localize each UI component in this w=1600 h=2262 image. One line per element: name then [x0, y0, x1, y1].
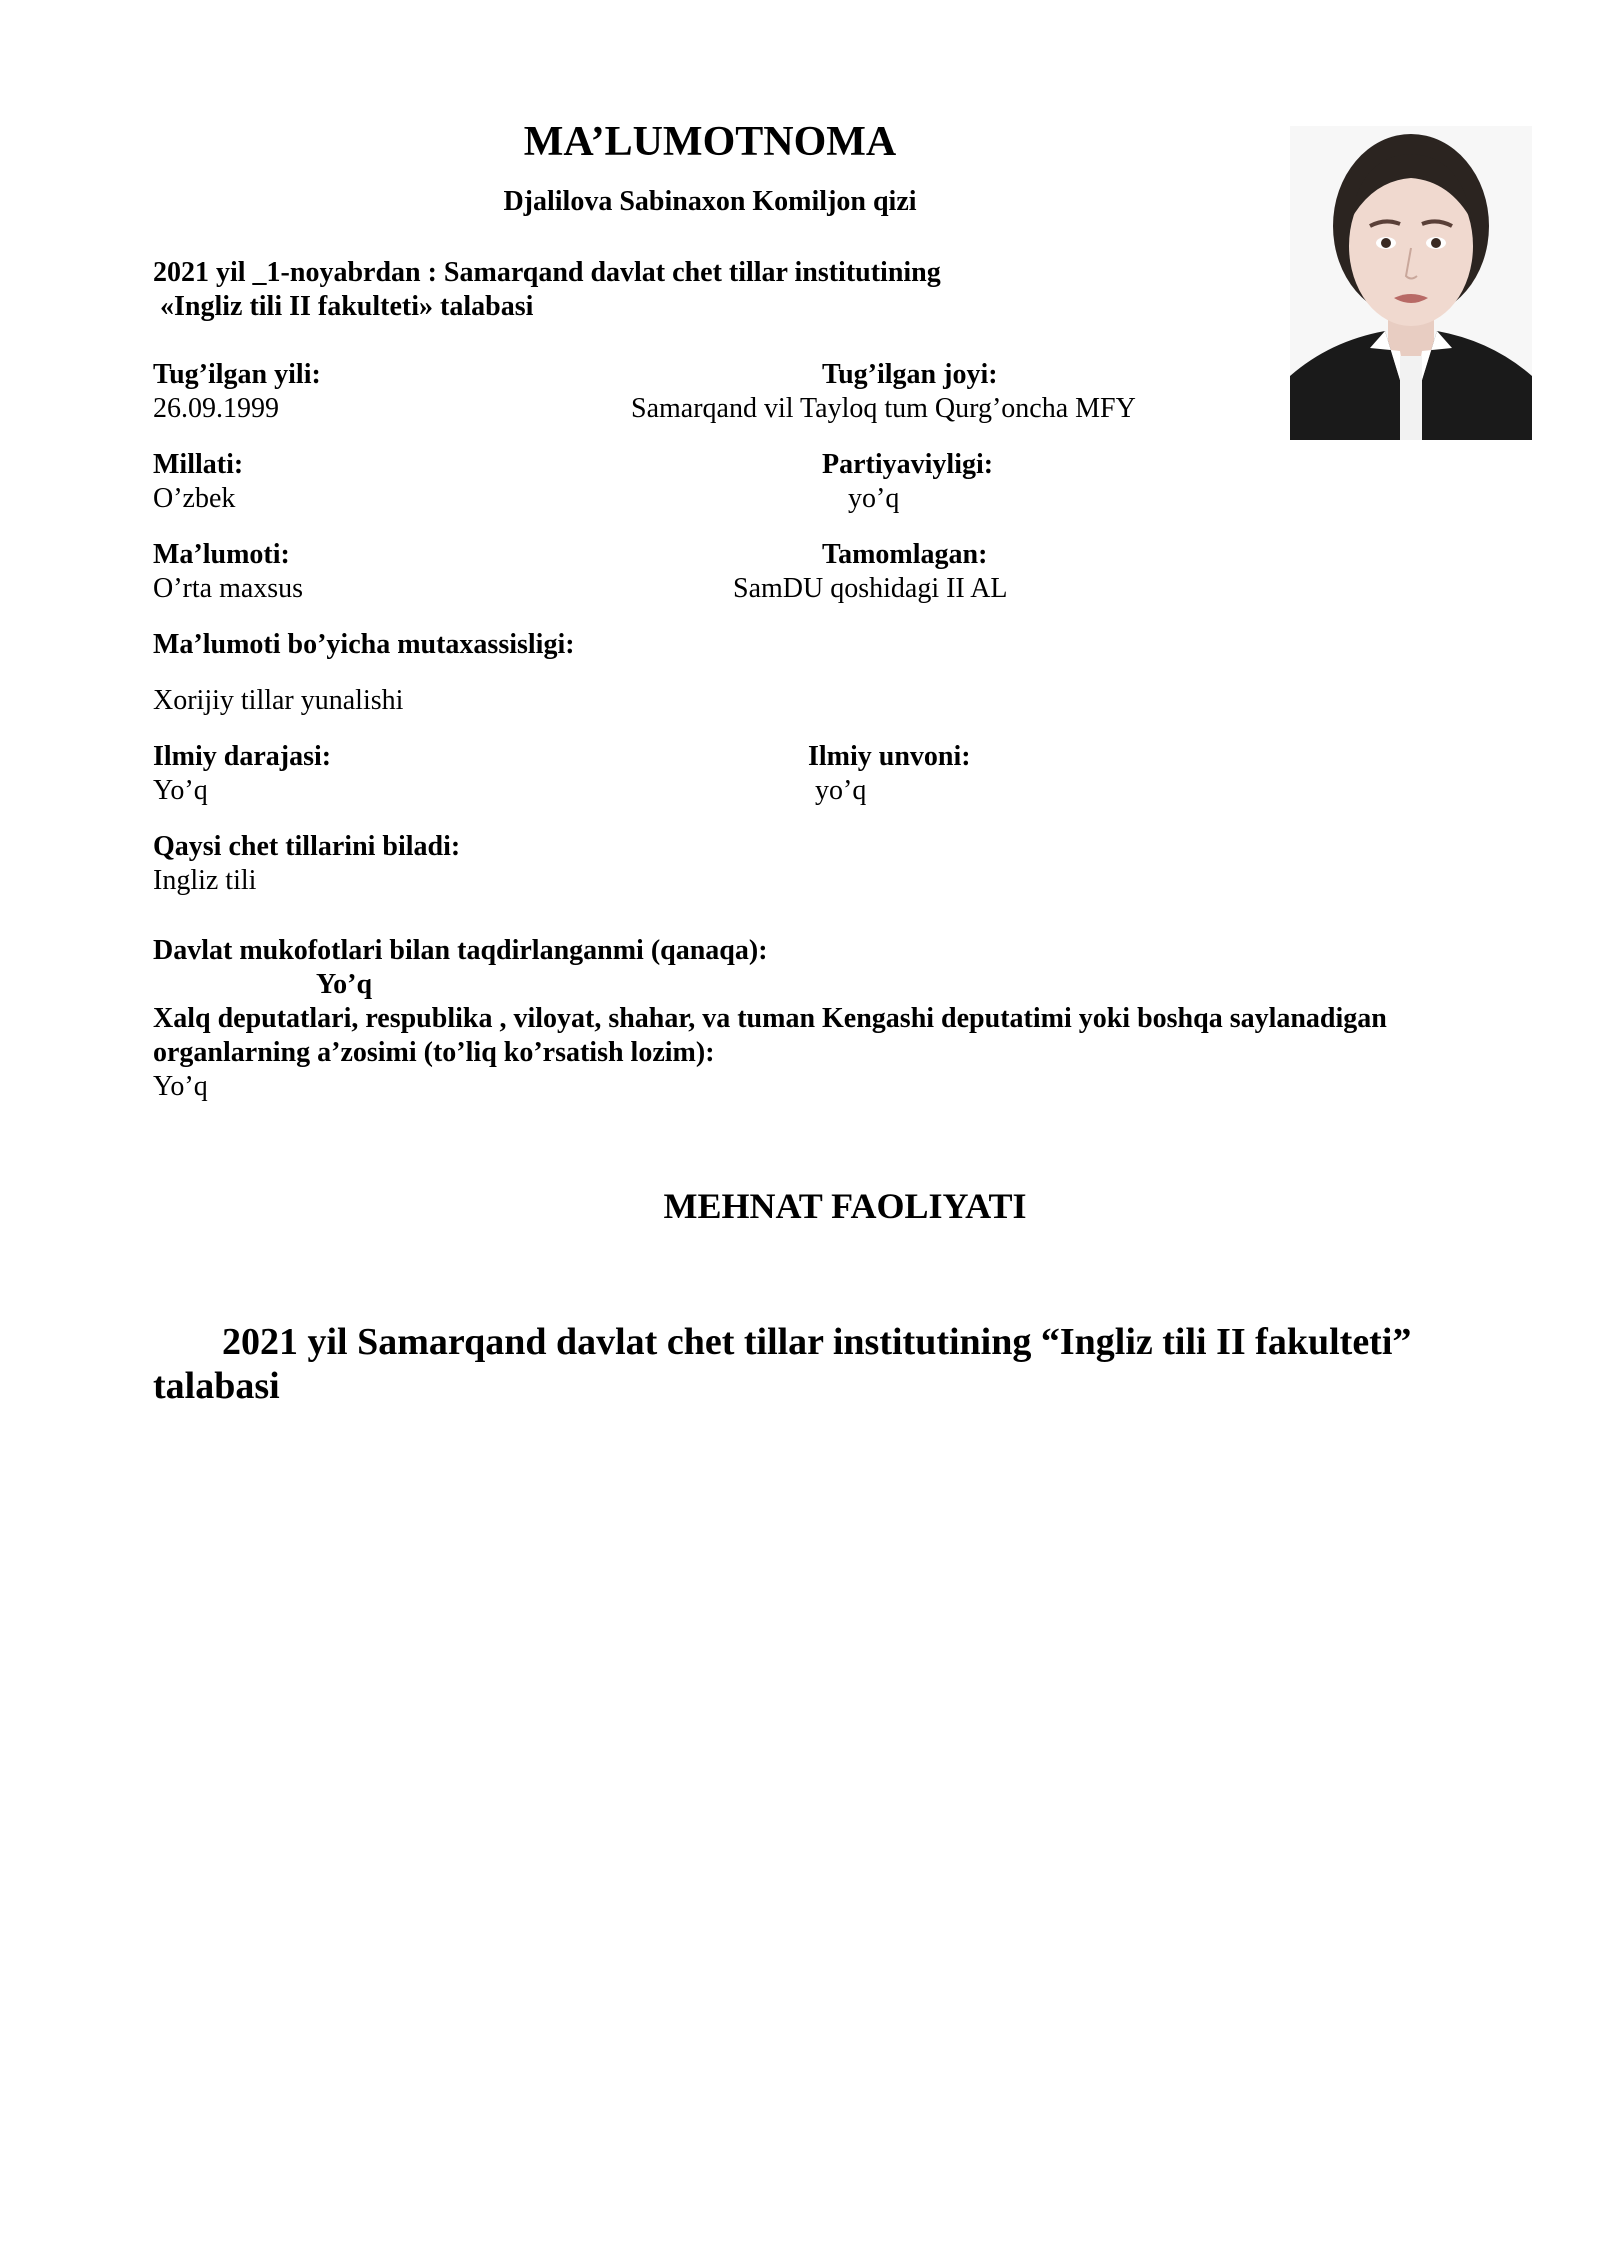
work-entry-line-2: talabasi	[153, 1365, 280, 1407]
status-line-1: 2021 yil _1-noyabrdan : Samarqand davlat chet tillar institutining	[153, 257, 941, 288]
deputy-label-line-1: Xalq deputatlari, respublika , viloyat, shahar, va tuman Kengashi deputatimi yoki boshqa saylanadigan	[153, 1003, 1387, 1034]
person-name: Djalilova Sabinaxon Komiljon qizi	[503, 186, 917, 217]
awards-label: Davlat mukofotlari bilan taqdirlanganmi (qanaqa):	[153, 935, 768, 966]
degree-label: Ilmiy darajasi:	[153, 741, 332, 772]
birth-year-label: Tug’ilgan yili:	[153, 359, 321, 390]
work-entry-line-1: 2021 yil Samarqand davlat chet tillar institutining “Ingliz tili II fakulteti”	[222, 1321, 1412, 1363]
birth-place-label: Tug’ilgan joyi:	[822, 359, 998, 390]
party-value: yo’q	[848, 483, 900, 514]
deputy-label-line-2: organlarning a’zosimi (to’liq ko’rsatish lozim):	[153, 1037, 715, 1068]
awards-value: Yo’q	[316, 969, 373, 1000]
party-label: Partiyaviyligi:	[822, 449, 994, 480]
nationality-value: O’zbek	[153, 483, 236, 514]
languages-value: Ingliz tili	[153, 865, 257, 896]
birth-year-value: 26.09.1999	[153, 393, 279, 424]
graduated-value: SamDU qoshidagi II AL	[733, 573, 1008, 604]
graduated-label: Tamomlagan:	[822, 539, 988, 570]
education-value: O’rta maxsus	[153, 573, 304, 604]
languages-label: Qaysi chet tillarini biladi:	[153, 831, 461, 862]
specialty-value: Xorijiy tillar yunalishi	[153, 685, 404, 716]
work-section-heading: MEHNAT FAOLIYATI	[663, 1186, 1027, 1226]
birth-place-value: Samarqand vil Tayloq tum Qurg’oncha MFY	[631, 393, 1136, 424]
status-line-2: «Ingliz tili II fakulteti» talabasi	[160, 291, 534, 322]
profile-photo	[1290, 126, 1532, 440]
document-title: MA’LUMOTNOMA	[523, 119, 897, 165]
academic-title-label: Ilmiy unvoni:	[808, 741, 971, 772]
academic-title-value: yo’q	[815, 775, 867, 806]
portrait-image	[1290, 126, 1532, 440]
deputy-value: Yo’q	[153, 1071, 208, 1102]
education-label: Ma’lumoti:	[153, 539, 290, 570]
degree-value: Yo’q	[153, 775, 208, 806]
specialty-label: Ma’lumoti bo’yicha mutaxassisligi:	[153, 629, 575, 660]
nationality-label: Millati:	[153, 449, 244, 480]
